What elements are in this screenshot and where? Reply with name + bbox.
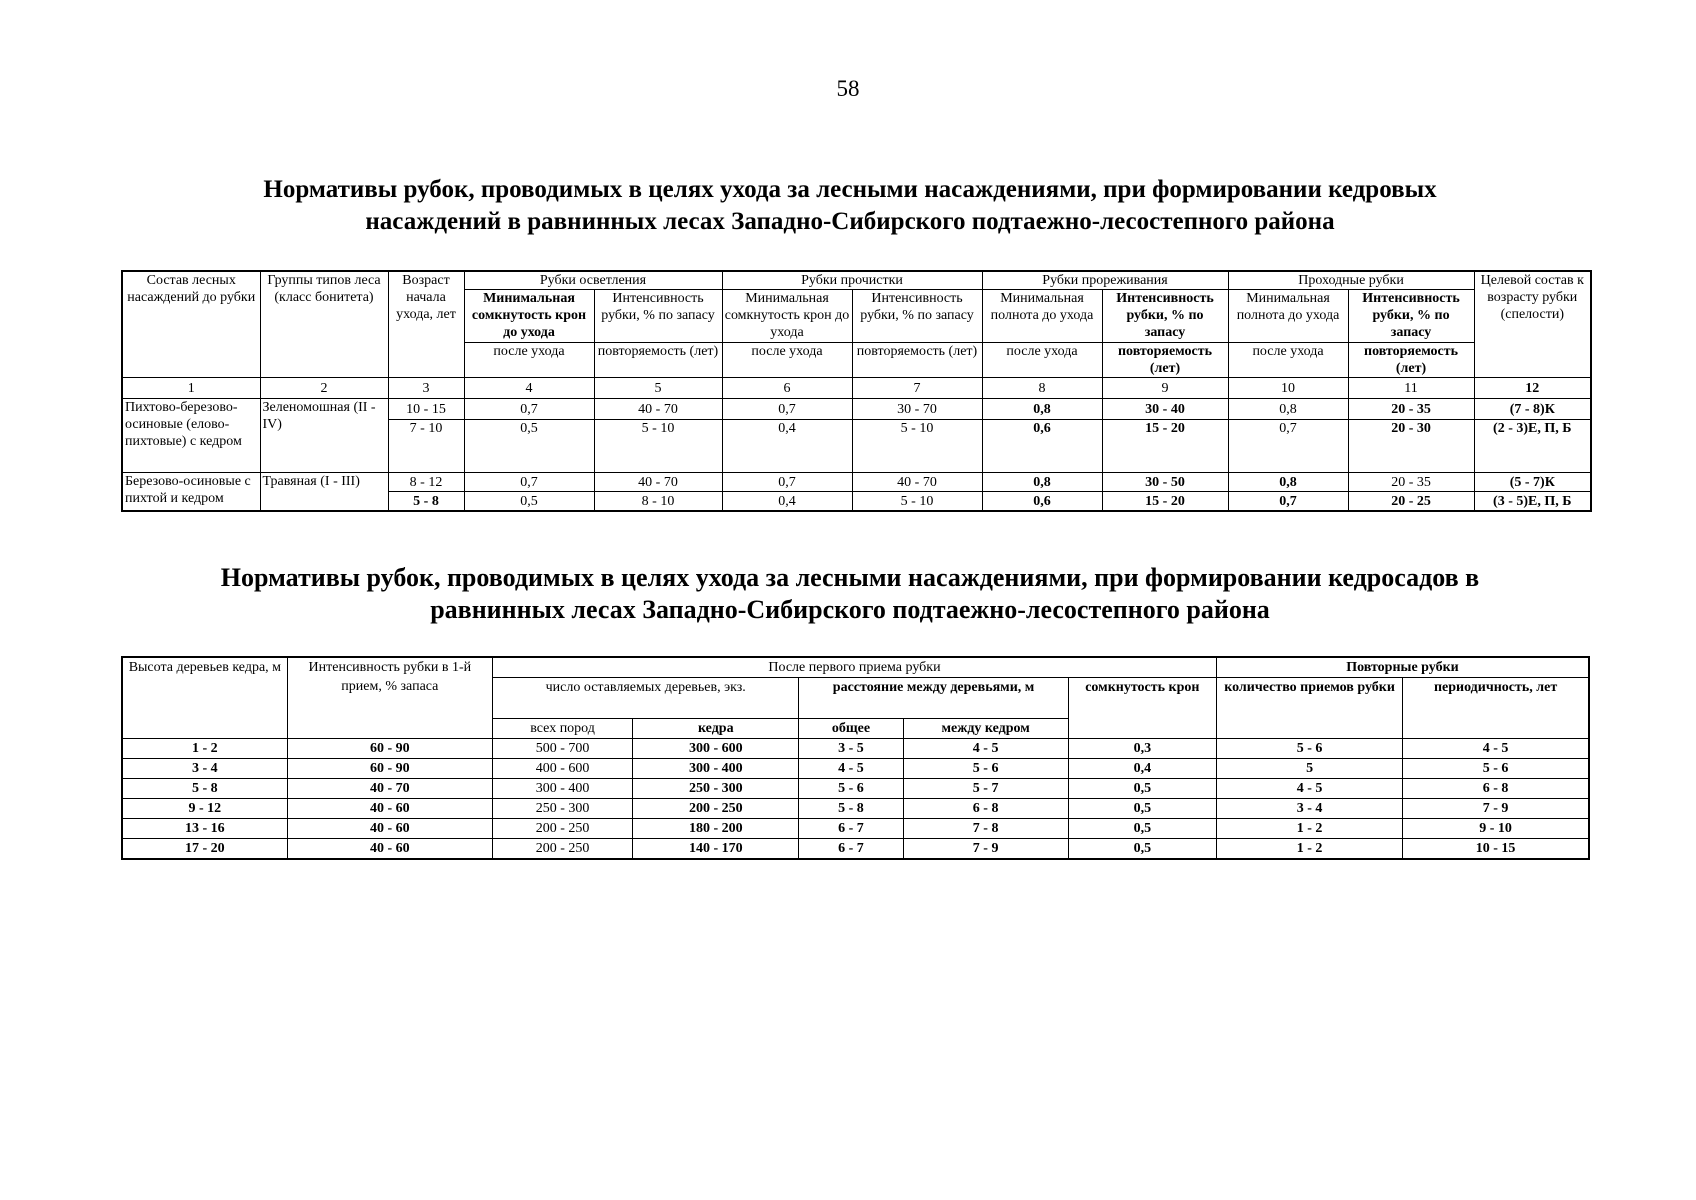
table-cell: 5 - 10 xyxy=(594,420,722,473)
table-cell: 200 - 250 xyxy=(492,819,632,839)
table-cell: 40 - 60 xyxy=(287,799,492,819)
table-cell: 0,5 xyxy=(464,420,594,473)
header-target-composition: Целевой состав к возрасту рубки (спелости) xyxy=(1474,271,1591,378)
table-cell: 0,4 xyxy=(1068,759,1216,779)
table-row xyxy=(122,819,1589,839)
table-cell: 20 - 35 xyxy=(1348,399,1474,420)
table-cell: 140 - 170 xyxy=(633,839,799,860)
header-distance: расстояние между деревьями, м xyxy=(799,678,1068,719)
table-cell: 9 - 10 xyxy=(1403,819,1589,839)
header-start-age: Возраст начала ухода, лет xyxy=(388,271,464,378)
table-cell: 6 - 8 xyxy=(1403,779,1589,799)
table-cell: 13 - 16 xyxy=(122,819,287,839)
table-cell: 0,5 xyxy=(1068,839,1216,860)
table-cell: 5 xyxy=(1216,759,1402,779)
col-number: 11 xyxy=(1348,378,1474,399)
page-number: 58 xyxy=(836,76,860,101)
table-cell: 0,4 xyxy=(722,492,852,512)
table-cell: 0,6 xyxy=(982,492,1102,512)
table-cell: 10 - 15 xyxy=(388,399,464,420)
table-cell: 0,5 xyxy=(464,492,594,512)
table-cell: 20 - 25 xyxy=(1348,492,1474,512)
table-cell: 0,7 xyxy=(1228,492,1348,512)
table-cell: 0,8 xyxy=(982,473,1102,492)
table1-title xyxy=(150,174,1550,238)
header-intensity: Интенсивность рубки в 1-й прием, % запаса xyxy=(287,657,492,739)
table-cell: 500 - 700 xyxy=(492,739,632,759)
table-cell: 5 - 6 xyxy=(903,759,1068,779)
table-cell: 5 - 6 xyxy=(1216,739,1402,759)
header-intensity-phd: Интенсивность рубки, % по запасу xyxy=(1348,290,1474,343)
table-cell: 0,8 xyxy=(982,399,1102,420)
cedar-stands-table xyxy=(121,270,1592,512)
table-cell: 5 - 7 xyxy=(903,779,1068,799)
table-cell: 10 - 15 xyxy=(1403,839,1589,860)
table-cell: 4 - 5 xyxy=(799,759,903,779)
table-cell: 60 - 90 xyxy=(287,759,492,779)
header-repeat-pro: повторяемость (лет) xyxy=(852,343,982,378)
col-number: 6 xyxy=(722,378,852,399)
table-cell: 8 - 12 xyxy=(388,473,464,492)
col-number: 2 xyxy=(260,378,388,399)
composition-cell: Березово-осиновые с пихтой и кедром xyxy=(122,473,260,512)
table-cell: 5 - 8 xyxy=(799,799,903,819)
table-row xyxy=(122,799,1589,819)
table-cell: 30 - 50 xyxy=(1102,473,1228,492)
header-period: периодичность, лет xyxy=(1403,678,1589,739)
forest-type-cell: Травяная (I - III) xyxy=(260,473,388,512)
table-cell: 9 - 12 xyxy=(122,799,287,819)
table-cell: 1 - 2 xyxy=(1216,819,1402,839)
table-cell: 40 - 70 xyxy=(852,473,982,492)
table-cell: 5 - 8 xyxy=(388,492,464,512)
table-cell: 3 - 5 xyxy=(799,739,903,759)
table-cell: 1 - 2 xyxy=(1216,839,1402,860)
table-cell: 0,7 xyxy=(464,473,594,492)
header-height: Высота деревьев кедра, м xyxy=(122,657,287,739)
header-after-osv: после ухода xyxy=(464,343,594,378)
table-cell: 3 - 4 xyxy=(1216,799,1402,819)
table-row xyxy=(122,759,1589,779)
table-cell: 250 - 300 xyxy=(492,799,632,819)
header-osvetleniya: Рубки осветления xyxy=(464,271,722,290)
table-cell: 17 - 20 xyxy=(122,839,287,860)
header-repeat-prj: повторяемость (лет) xyxy=(1102,343,1228,378)
header-intensity-pro: Интенсивность рубки, % по запасу xyxy=(852,290,982,343)
header-min-closure-pro: Минимальная сомкнутость крон до ухода xyxy=(722,290,852,343)
table-cell: (5 - 7)К xyxy=(1474,473,1591,492)
table-cell: 30 - 40 xyxy=(1102,399,1228,420)
header-after-first: После первого приема рубки xyxy=(492,657,1216,678)
forest-type-cell: Зеленомошная (II - IV) xyxy=(260,399,388,473)
table-cell: 3 - 4 xyxy=(122,759,287,779)
table2-title xyxy=(120,562,1580,626)
header-cedar: кедра xyxy=(633,719,799,739)
header-intensity-osv: Интенсивность рубки, % по запасу xyxy=(594,290,722,343)
header-forest-type: Группы типов леса (класс бонитета) xyxy=(260,271,388,378)
table-row xyxy=(122,473,1591,492)
table-row xyxy=(122,399,1591,420)
col-number: 1 xyxy=(122,378,260,399)
table-cell: 200 - 250 xyxy=(492,839,632,860)
table-cell: 400 - 600 xyxy=(492,759,632,779)
header-after-phd: после ухода xyxy=(1228,343,1348,378)
table-cell: 300 - 400 xyxy=(633,759,799,779)
table-cell: 0,8 xyxy=(1228,473,1348,492)
table-cell: 40 - 60 xyxy=(287,819,492,839)
table-cell: 40 - 70 xyxy=(287,779,492,799)
header-after-prj: после ухода xyxy=(982,343,1102,378)
header-all-species: всех пород xyxy=(492,719,632,739)
header-intensity-prj: Интенсивность рубки, % по запасу xyxy=(1102,290,1228,343)
header-min-density-phd: Минимальная полнота до ухода xyxy=(1228,290,1348,343)
table1-title-line1: Нормативы рубок, проводимых в целях ухода за лесными насаждениями, при формировании кедровых xyxy=(263,176,1437,203)
table-cell: 6 - 7 xyxy=(799,819,903,839)
table-cell: 1 - 2 xyxy=(122,739,287,759)
table-cell: 0,7 xyxy=(722,473,852,492)
table-cell: 250 - 300 xyxy=(633,779,799,799)
table2-title-line1: Нормативы рубок, проводимых в целях ухода за лесными насаждениями, при формировании кедросадов в xyxy=(220,563,1480,592)
table-cell: 5 - 6 xyxy=(799,779,903,799)
table-cell: 15 - 20 xyxy=(1102,492,1228,512)
col-number: 10 xyxy=(1228,378,1348,399)
header-prohodnye: Проходные рубки xyxy=(1228,271,1474,290)
table1-title-line2: насаждений в равнинных лесах Западно-Сибирского подтаежно-лесостепного района xyxy=(365,208,1335,235)
table-cell: 5 - 10 xyxy=(852,492,982,512)
table-cell: 5 - 10 xyxy=(852,420,982,473)
table-cell: 4 - 5 xyxy=(1216,779,1402,799)
header-repeat-osv: повторяемость (лет) xyxy=(594,343,722,378)
table-row xyxy=(122,779,1589,799)
cedar-gardens-table xyxy=(121,656,1590,860)
col-number: 12 xyxy=(1474,378,1591,399)
table-cell: 300 - 600 xyxy=(633,739,799,759)
table-row xyxy=(122,839,1589,860)
table-cell: 0,8 xyxy=(1228,399,1348,420)
table-cell: (2 - 3)Е, П, Б xyxy=(1474,420,1591,473)
table-cell: 40 - 60 xyxy=(287,839,492,860)
table-cell: 20 - 30 xyxy=(1348,420,1474,473)
header-trees-left: число оставляемых деревьев, экз. xyxy=(492,678,798,719)
table-cell: 200 - 250 xyxy=(633,799,799,819)
col-number: 4 xyxy=(464,378,594,399)
table-cell: 0,7 xyxy=(722,399,852,420)
col-number: 3 xyxy=(388,378,464,399)
table-cell: 4 - 5 xyxy=(903,739,1068,759)
col-number: 8 xyxy=(982,378,1102,399)
table-cell: 0,7 xyxy=(1228,420,1348,473)
table-cell: 5 - 8 xyxy=(122,779,287,799)
composition-cell: Пихтово-березово-осиновые (елово-пихтовые) с кедром xyxy=(122,399,260,473)
table-cell: (3 - 5)Е, П, Б xyxy=(1474,492,1591,512)
table-cell: 7 - 8 xyxy=(903,819,1068,839)
table-cell: 40 - 70 xyxy=(594,473,722,492)
table-cell: 8 - 10 xyxy=(594,492,722,512)
header-count: количество приемов рубки xyxy=(1216,678,1402,739)
table-cell: 0,5 xyxy=(1068,819,1216,839)
col-number: 9 xyxy=(1102,378,1228,399)
table-cell: 0,3 xyxy=(1068,739,1216,759)
header-repeat: Повторные рубки xyxy=(1216,657,1589,678)
table-cell: 7 - 9 xyxy=(1403,799,1589,819)
col-number: 7 xyxy=(852,378,982,399)
table-cell: 180 - 200 xyxy=(633,819,799,839)
table-cell: 40 - 70 xyxy=(594,399,722,420)
table-cell: 7 - 10 xyxy=(388,420,464,473)
table-cell: (7 - 8)К xyxy=(1474,399,1591,420)
header-between-cedar: между кедром xyxy=(903,719,1068,739)
header-repeat-phd: повторяемость (лет) xyxy=(1348,343,1474,378)
header-min-closure-osv: Минимальная сомкнутость крон до ухода xyxy=(464,290,594,343)
header-total: общее xyxy=(799,719,903,739)
col-number: 5 xyxy=(594,378,722,399)
table-cell: 0,5 xyxy=(1068,779,1216,799)
header-closure: сомкнутость крон xyxy=(1068,678,1216,739)
table-cell: 20 - 35 xyxy=(1348,473,1474,492)
table2-title-line2: равнинных лесах Западно-Сибирского подтаежно-лесостепного района xyxy=(430,595,1270,624)
table-cell: 6 - 8 xyxy=(903,799,1068,819)
table-cell: 0,7 xyxy=(464,399,594,420)
header-prorejivaniya: Рубки прореживания xyxy=(982,271,1228,290)
header-after-pro: после ухода xyxy=(722,343,852,378)
header-min-density-prj: Минимальная полнота до ухода xyxy=(982,290,1102,343)
header-prochistki: Рубки прочистки xyxy=(722,271,982,290)
table-cell: 0,4 xyxy=(722,420,852,473)
table-cell: 5 - 6 xyxy=(1403,759,1589,779)
table-cell: 7 - 9 xyxy=(903,839,1068,860)
table-cell: 60 - 90 xyxy=(287,739,492,759)
table-cell: 4 - 5 xyxy=(1403,739,1589,759)
table2-body xyxy=(122,739,1589,860)
table-cell: 300 - 400 xyxy=(492,779,632,799)
table-cell: 0,5 xyxy=(1068,799,1216,819)
header-composition: Состав лесных насаждений до рубки xyxy=(122,271,260,378)
table-cell: 15 - 20 xyxy=(1102,420,1228,473)
table-row xyxy=(122,739,1589,759)
table-cell: 6 - 7 xyxy=(799,839,903,860)
table-cell: 30 - 70 xyxy=(852,399,982,420)
table-cell: 0,6 xyxy=(982,420,1102,473)
